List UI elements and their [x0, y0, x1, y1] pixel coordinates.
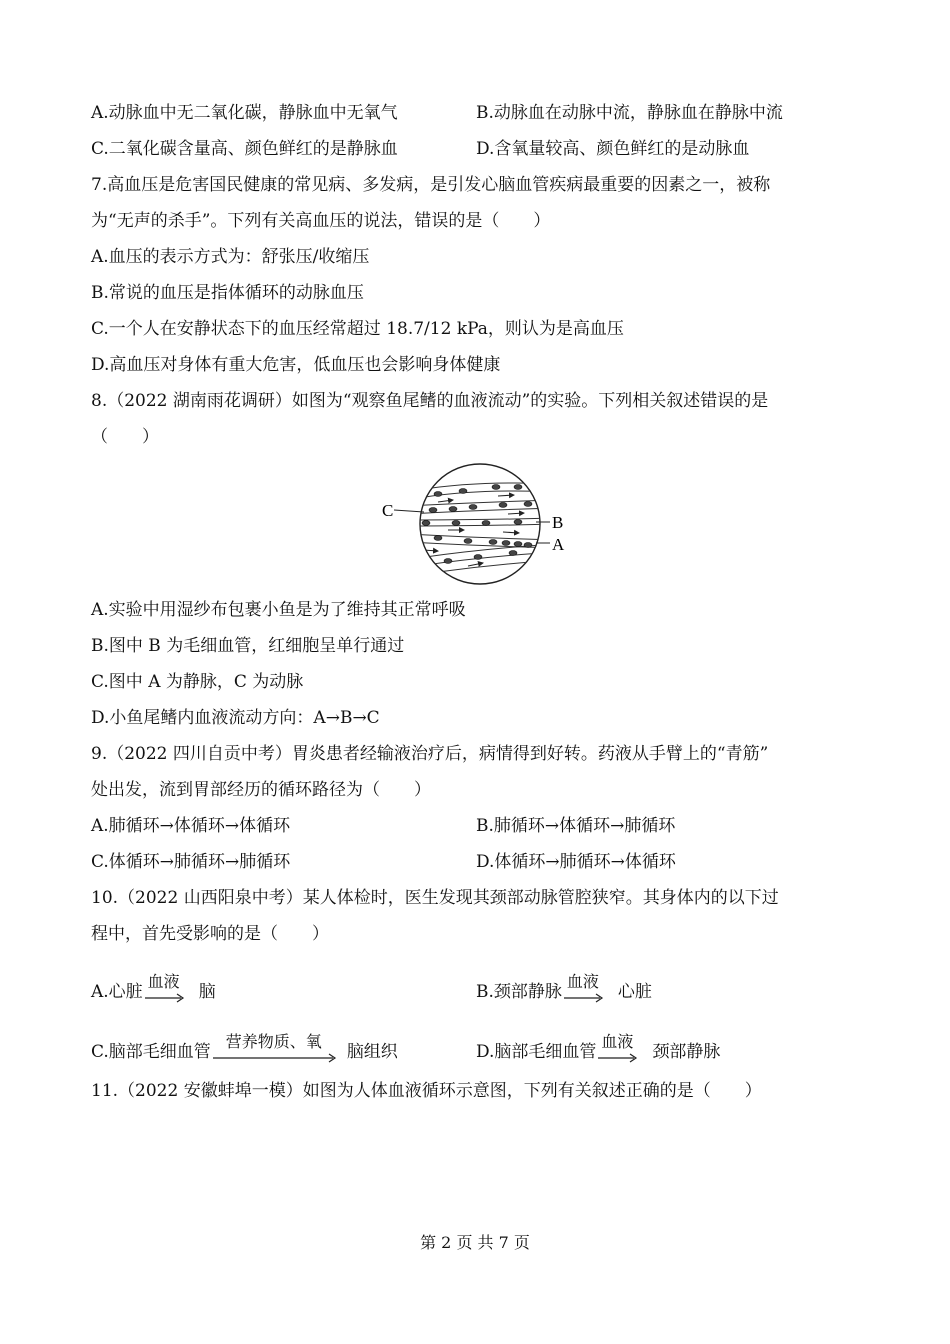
q9-option-d: D.体循环→肺循环→体循环 — [476, 852, 676, 872]
page-footer: 第 2 页 共 7 页 — [420, 1233, 530, 1252]
q7-stem-line2: 为“无声的杀手”。下列有关高血压的说法，错误的是（ ） — [91, 211, 551, 231]
q6-option-a: A.动脉血中无二氧化碳，静脉血中无氧气 — [91, 103, 398, 123]
q10-stem-line1: 10.（2022 山西阳泉中考）某人体检时，医生发现其颈部动脉管腔狭窄。其身体内的以下过 — [91, 888, 779, 908]
q10-c-arrow — [211, 1032, 337, 1064]
q10-d-arrow-label: 血液 — [601, 1032, 634, 1051]
q10-d-to: 颈部静脉 — [652, 1042, 721, 1062]
fish-tail-blood-flow-figure — [378, 462, 578, 586]
q10-option-d — [476, 1032, 721, 1064]
q7-stem-line1: 7.高血压是危害国民健康的常见病、多发病，是引发心脑血管疾病最重要的因素之一，被称 — [91, 175, 771, 195]
q8-stem-line1: 8.（2022 湖南雨花调研）如图为“观察鱼尾鳍的血液流动”的实验。下列相关叙述错误的是 — [91, 391, 769, 411]
q10-a-arrow-label: 血液 — [147, 972, 180, 991]
q10-c-to: 脑组织 — [346, 1042, 398, 1062]
q6-option-c: C.二氧化碳含量高、颜色鲜红的是静脉血 — [91, 139, 398, 159]
q9-option-c: C.体循环→肺循环→肺循环 — [91, 852, 291, 872]
q10-c-from: C.脑部毛细血管 — [91, 1042, 211, 1062]
microscope-field-circle — [420, 464, 540, 584]
q10-a-to: 脑 — [198, 982, 216, 1002]
q9-stem-line2: 处出发，流到胃部经历的循环路径为（ ） — [91, 780, 431, 800]
q9-option-a: A.肺循环→体循环→体循环 — [91, 816, 291, 836]
q10-d-from: D.脑部毛细血管 — [476, 1042, 597, 1062]
q10-b-arrow-label: 血液 — [566, 972, 599, 991]
q6-option-b: B.动脉血在动脉中流，静脉血在静脉中流 — [476, 103, 783, 123]
q10-b-arrow — [562, 972, 604, 1004]
q8-option-d: D.小鱼尾鳍内血液流动方向：A→B→C — [91, 708, 380, 728]
q10-a-arrow — [143, 972, 185, 1004]
q6-option-d: D.含氧量较高、颜色鲜红的是动脉血 — [476, 139, 750, 159]
q10-option-c — [91, 1032, 398, 1064]
q10-b-from: B.颈部静脉 — [476, 982, 562, 1002]
q10-c-arrow-label: 营养物质、氧 — [225, 1032, 322, 1051]
q10-d-arrow — [596, 1032, 638, 1064]
q10-a-from: A.心脏 — [91, 982, 143, 1002]
fig-label-a: A — [552, 535, 565, 554]
q10-b-to: 心脏 — [617, 982, 652, 1002]
q7-option-c: C.一个人在安静状态下的血压经常超过 18.7/12 kPa，则认为是高血压 — [91, 319, 624, 339]
q9-option-b: B.肺循环→体循环→肺循环 — [476, 816, 676, 836]
fig-label-b: B — [552, 513, 564, 532]
q7-option-d: D.高血压对身体有重大危害，低血压也会影响身体健康 — [91, 355, 501, 375]
q7-option-a: A.血压的表示方式为：舒张压/收缩压 — [91, 247, 370, 267]
q8-option-a: A.实验中用湿纱布包裹小鱼是为了维持其正常呼吸 — [91, 600, 466, 620]
q10-option-a — [91, 972, 216, 1004]
fig-label-c: C — [382, 501, 394, 520]
q8-option-b: B.图中 B 为毛细血管，红细胞呈单行通过 — [91, 636, 405, 656]
q7-option-b: B.常说的血压是指体循环的动脉血压 — [91, 283, 364, 303]
q10-stem-line2: 程中，首先受影响的是（ ） — [91, 924, 329, 944]
q9-stem-line1: 9.（2022 四川自贡中考）胃炎患者经输液治疗后，病情得到好转。药液从手臂上的“青筋” — [91, 744, 769, 764]
q8-stem-line2: （ ） — [91, 427, 159, 447]
q8-option-c: C.图中 A 为静脉，C 为动脉 — [91, 672, 304, 692]
q10-option-b — [476, 972, 652, 1004]
q11-stem-line1: 11.（2022 安徽蚌埠一模）如图为人体血液循环示意图，下列有关叙述正确的是（ ） — [91, 1081, 762, 1101]
